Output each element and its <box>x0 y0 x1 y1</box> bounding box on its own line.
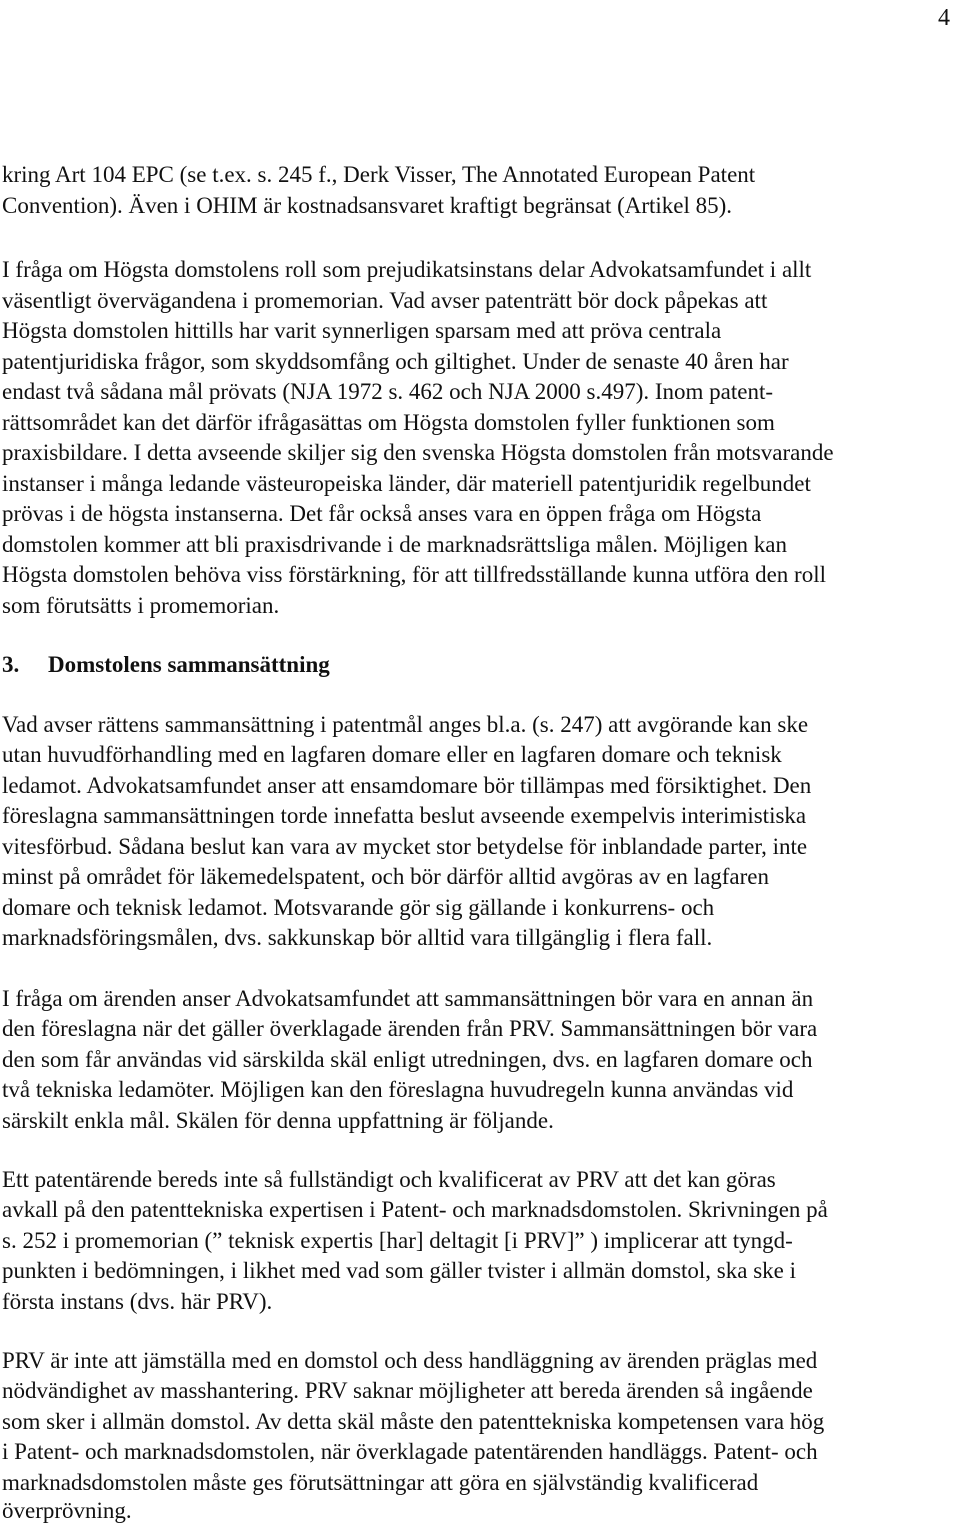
section-number: 3. <box>2 652 20 677</box>
text-line: två tekniska ledamöter. Möjligen kan den föreslagna huvudregeln kunna användas vid <box>2 1077 794 1102</box>
text-line: PRV är inte att jämställa med en domstol och dess handläggning av ärenden präglas med <box>2 1348 818 1373</box>
page-number: 4 <box>938 5 950 31</box>
text-line: I fråga om Högsta domstolens roll som prejudikatsinstans delar Advokatsamfundet i allt <box>2 257 812 282</box>
text-line: marknadsdomstolen måste ges förutsättningar att göra en självständig kvalificerad <box>2 1470 759 1495</box>
text-line: som sker i allmän domstol. Av detta skäl måste den patenttekniska kompetensen vara hög <box>2 1409 825 1434</box>
text-line: Convention). Även i OHIM är kostnadsansvaret kraftigt begränsat (Artikel 85). <box>2 193 733 218</box>
text-line: instanser i många ledande västeuropeiska länder, där materiell patentjuridik regelbundet <box>2 471 811 496</box>
text-line: endast två sådana mål prövats (NJA 1972 s. 462 och NJA 2000 s.497). Inom patent- <box>2 379 774 404</box>
text-line: nödvändighet av masshantering. PRV saknar möjligheter att bereda ärenden så ingående <box>2 1378 813 1403</box>
text-line: patentjuridiska frågor, som skyddsomfång och giltighet. Under de senaste 40 åren har <box>2 349 789 374</box>
text-line: Högsta domstolen behöva viss förstärkning, för att tillfredsställande kunna utföra den roll <box>2 562 826 587</box>
text-line: kring Art 104 EPC (se t.ex. s. 245 f., Derk Visser, The Annotated European Patent <box>2 162 756 187</box>
text-line: som förutsätts i promemorian. <box>2 593 280 618</box>
text-line: marknadsföringsmålen, dvs. sakkunskap bör alltid vara tillgänglig i flera fall. <box>2 925 713 950</box>
text-line: Högsta domstolen hittills har varit synnerligen sparsam med att pröva centrala <box>2 318 722 343</box>
text-line: väsentligt övervägandena i promemorian. Vad avser patenträtt bör dock påpekas att <box>2 288 768 313</box>
text-line: domare och teknisk ledamot. Motsvarande gör sig gällande i konkurrens- och <box>2 895 715 920</box>
text-line: praxisbildare. I detta avseende skiljer sig den svenska Högsta domstolen från motsvarande <box>2 440 834 465</box>
text-line: den som får användas vid särskilda skäl enligt utredningen, dvs. en lagfaren domare och <box>2 1047 813 1072</box>
text-line: föreslagna sammansättningen torde innefatta beslut avseende exempelvis interimistiska <box>2 803 807 828</box>
text-line: överprövning. <box>2 1498 132 1523</box>
text-line: domstolen kommer att bli praxisdrivande i de marknadsrättsliga målen. Möjligen kan <box>2 532 788 557</box>
section-heading <box>2 650 330 680</box>
text-line: punkten i bedömningen, i likhet med vad som gäller tvister i allmän domstol, ska ske i <box>2 1258 797 1283</box>
text-line: den föreslagna när det gäller överklagade ärenden från PRV. Sammansättningen bör vara <box>2 1016 818 1041</box>
text-line: prövas i de högsta instanserna. Det får också anses vara en öppen fråga om Högsta <box>2 501 762 526</box>
text-line: utan huvudförhandling med en lagfaren domare eller en lagfaren domare och teknisk <box>2 742 782 767</box>
text-line: ledamot. Advokatsamfundet anser att ensamdomare bör tillämpas med försiktighet. Den <box>2 773 812 798</box>
text-line: rättsområdet kan det därför ifrågasättas om Högsta domstolen fyller funktionen som <box>2 410 775 435</box>
text-line: I fråga om ärenden anser Advokatsamfundet att sammansättningen bör vara en annan än <box>2 986 814 1011</box>
text-line: första instans (dvs. här PRV). <box>2 1289 273 1314</box>
text-line: Ett patentärende bereds inte så fullständigt och kvalificerat av PRV att det kan göras <box>2 1167 776 1192</box>
text-line: i Patent- och marknadsdomstolen, när överklagade patentärenden handläggs. Patent- och <box>2 1439 818 1464</box>
text-line: Vad avser rättens sammansättning i patentmål anges bl.a. (s. 247) att avgörande kan ske <box>2 712 809 737</box>
text-line: minst på området för läkemedelspatent, och bör därför alltid avgöras av en lagfaren <box>2 864 770 889</box>
text-line: vitesförbud. Sådana beslut kan vara av mycket stor betydelse för inblandade parter, inte <box>2 834 808 859</box>
text-line: särskilt enkla mål. Skälen för denna uppfattning är följande. <box>2 1108 554 1133</box>
section-title: Domstolens sammansättning <box>48 652 330 677</box>
text-line: avkall på den patenttekniska expertisen i Patent- och marknadsdomstolen. Skrivningen på <box>2 1197 828 1222</box>
text-line: s. 252 i promemorian (” teknisk expertis [har] deltagit [i PRV]” ) implicerar att tyngd- <box>2 1228 793 1253</box>
